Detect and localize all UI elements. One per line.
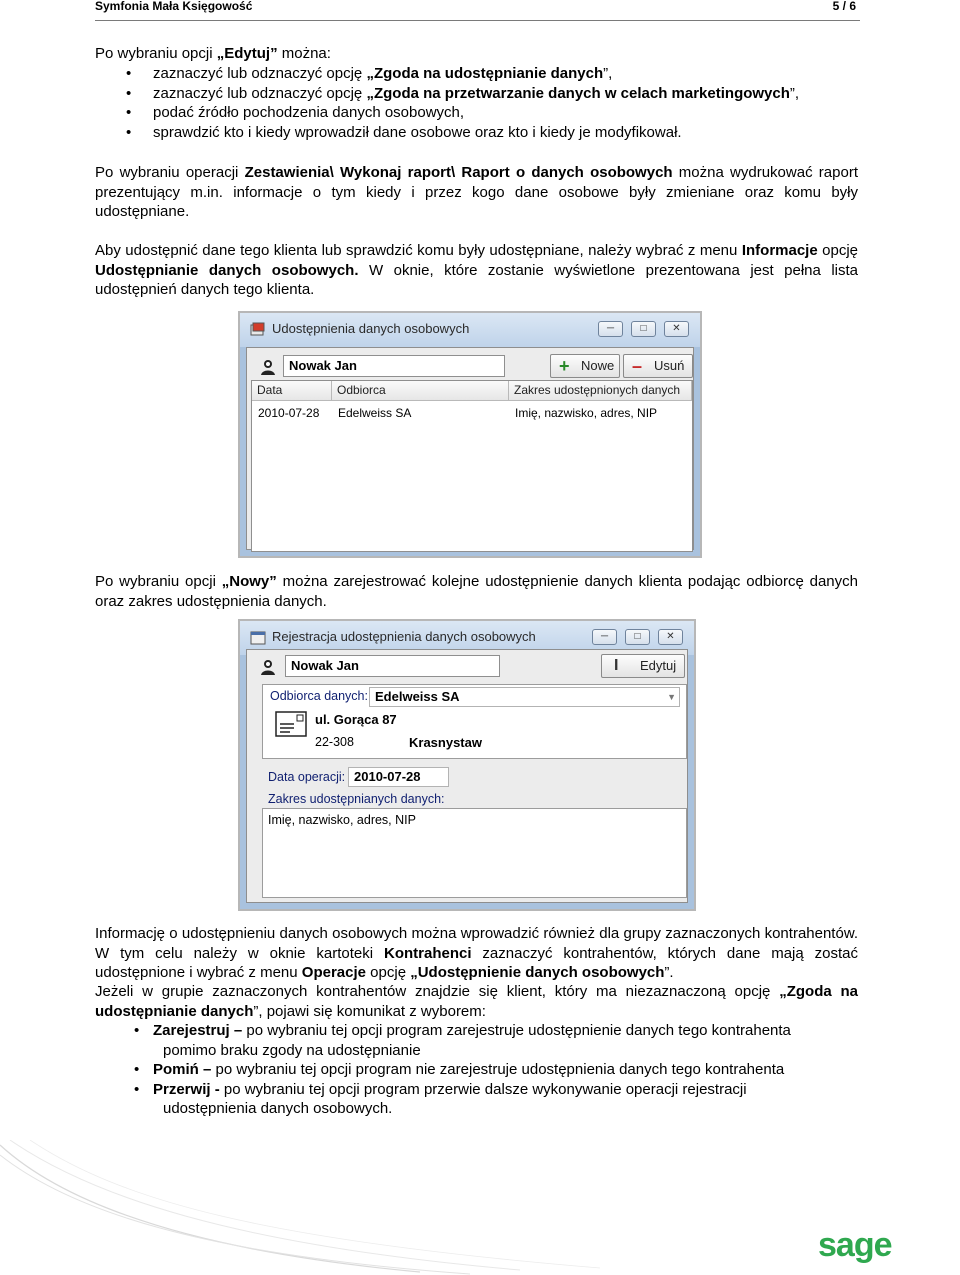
edit-button[interactable]: I Edytuj bbox=[601, 654, 685, 678]
close-button[interactable] bbox=[658, 629, 683, 645]
registration-window bbox=[238, 619, 696, 911]
list-item: • zaznaczyć lub odznaczyć opcję „Zgoda na udostępnianie danych”, bbox=[95, 64, 858, 84]
date-field[interactable]: 2010-07-28 bbox=[348, 767, 449, 787]
minus-icon: – bbox=[632, 356, 643, 376]
cell-recipient: Edelweiss SA bbox=[338, 406, 412, 420]
window-app-icon bbox=[250, 322, 266, 338]
close-button[interactable] bbox=[664, 321, 689, 337]
minimize-icon: ─ bbox=[606, 323, 615, 334]
maximize-icon: □ bbox=[634, 631, 641, 642]
cell-date: 2010-07-28 bbox=[258, 406, 320, 420]
window-app-icon bbox=[250, 630, 266, 646]
sage-logo: sage bbox=[818, 1226, 892, 1264]
recipient-label: Odbiorca danych: bbox=[270, 689, 368, 703]
document-title: Symfonia Mała Księgowość bbox=[95, 0, 253, 13]
paragraph-edit-options: Po wybraniu opcji „Edytuj” można: bbox=[95, 45, 331, 62]
list-item: • Zarejestruj – po wybraniu tej opcji program zarejestruje udostępnienie danych tego kontrahenta pomimo braku zgody na udostępnianie bbox=[95, 1021, 858, 1060]
list-item: • sprawdzić kto i kiedy wprowadził dane osobowe oraz kto i kiedy je modyfikował. bbox=[95, 123, 858, 143]
window-title: Rejestracja udostępnienia danych osobowych bbox=[272, 629, 536, 644]
person-icon bbox=[259, 658, 277, 676]
recipient-street: ul. Gorąca 87 bbox=[315, 712, 397, 727]
list-item: • Przerwij - po wybraniu tej opcji program przerwie dalsze wykonywanie operacji rejestracji udostępnienia danych osobowych. bbox=[95, 1080, 858, 1119]
recipient-zip: 22-308 bbox=[315, 735, 354, 749]
recipient-box bbox=[262, 684, 687, 759]
list-item: • Pomiń – po wybraniu tej opcji program nie zarejestruje udostępnienia danych tego kontrahenta bbox=[95, 1060, 858, 1080]
maximize-button[interactable] bbox=[625, 629, 650, 645]
person-icon bbox=[259, 358, 277, 376]
close-icon: ✕ bbox=[666, 631, 675, 642]
minimize-button[interactable] bbox=[592, 629, 617, 645]
new-button[interactable]: + Nowe bbox=[550, 354, 620, 378]
paragraph-share: Aby udostępnić dane tego klienta lub sprawdzić komu były udostępniane, należy wybrać z menu Informacje opcję Udostępnianie danych osobowych. W oknie, które zostanie wyświetlone prezentowana jest pełna lista udostępnień danych tego klienta. bbox=[95, 242, 859, 298]
delete-button[interactable]: – Usuń bbox=[623, 354, 693, 378]
minimize-button[interactable] bbox=[598, 321, 623, 337]
scope-label: Zakres udostępnianych danych: bbox=[268, 792, 445, 806]
decorative-swoosh bbox=[0, 1140, 960, 1275]
choice-list bbox=[95, 1021, 858, 1119]
column-header-date[interactable]: Data bbox=[252, 381, 332, 401]
list-item: • podać źródło pochodzenia danych osobowych, bbox=[95, 103, 858, 123]
recipient-city: Krasnystaw bbox=[409, 735, 482, 750]
page-header bbox=[95, 0, 860, 21]
list-item: • zaznaczyć lub odznaczyć opcję „Zgoda na przetwarzanie danych w celach marketingowych”, bbox=[95, 84, 858, 104]
window-client-area bbox=[246, 649, 688, 903]
paragraph-group: Informację o udostępnieniu danych osobowych można wprowadzić również dla grupy zaznaczonych kontrahentów. W tym celu należy w oknie kartoteki Kontrahenci zaznaczyć kontrahentów, których dane mają zostać udostępnione i wybrać z menu Operacje opcję „Udostępnienie danych osobowych”. bbox=[95, 925, 858, 981]
sharing-table[interactable] bbox=[251, 380, 693, 552]
paragraph-new: Po wybraniu opcji „Nowy” można zarejestrować kolejne udostępnienie danych klienta podając odbiorcę danych oraz zakres udostępnienia danych. bbox=[95, 573, 858, 610]
chevron-down-icon[interactable]: ▼ bbox=[667, 692, 676, 702]
date-label: Data operacji: bbox=[268, 770, 346, 784]
client-name-field[interactable]: Nowak Jan bbox=[283, 355, 505, 377]
column-header-recipient[interactable]: Odbiorca bbox=[332, 381, 509, 401]
recipient-select[interactable]: Edelweiss SA ▼ bbox=[369, 687, 680, 707]
client-name-field[interactable]: Nowak Jan bbox=[285, 655, 500, 677]
window-title: Udostępnienia danych osobowych bbox=[272, 321, 470, 336]
maximize-button[interactable] bbox=[631, 321, 656, 337]
column-header-scope[interactable]: Zakres udostępnionych danych bbox=[509, 381, 692, 401]
maximize-icon: □ bbox=[640, 323, 647, 334]
cell-scope: Imię, nazwisko, adres, NIP bbox=[515, 406, 658, 420]
plus-icon: + bbox=[559, 356, 570, 376]
scope-textarea[interactable]: Imię, nazwisko, adres, NIP bbox=[262, 808, 687, 898]
title-bar bbox=[240, 313, 700, 347]
minimize-icon: ─ bbox=[600, 631, 609, 642]
envelope-icon bbox=[275, 711, 307, 737]
paragraph-consent: Jeżeli w grupie zaznaczonych kontrahentów znajdzie się klient, który ma niezaznaczoną opcję „Zgoda na udostępnianie danych”, pojawi się komunikat z wyborem: bbox=[95, 983, 858, 1020]
edit-options-list bbox=[95, 64, 858, 142]
window-client-area bbox=[246, 347, 694, 550]
paragraph-report: Po wybraniu operacji Zestawienia\ Wykonaj raport\ Raport o danych osobowych można wydrukować raport prezentujący m.in. informacje o tym kiedy i przez kogo dane osobowe były zmieniane oraz komu były udostępniane. bbox=[95, 164, 858, 220]
page-number: 5 / 6 bbox=[832, 0, 856, 13]
text-cursor-icon: I bbox=[614, 657, 619, 674]
close-icon: ✕ bbox=[672, 323, 681, 334]
sharing-list-window bbox=[238, 311, 702, 558]
